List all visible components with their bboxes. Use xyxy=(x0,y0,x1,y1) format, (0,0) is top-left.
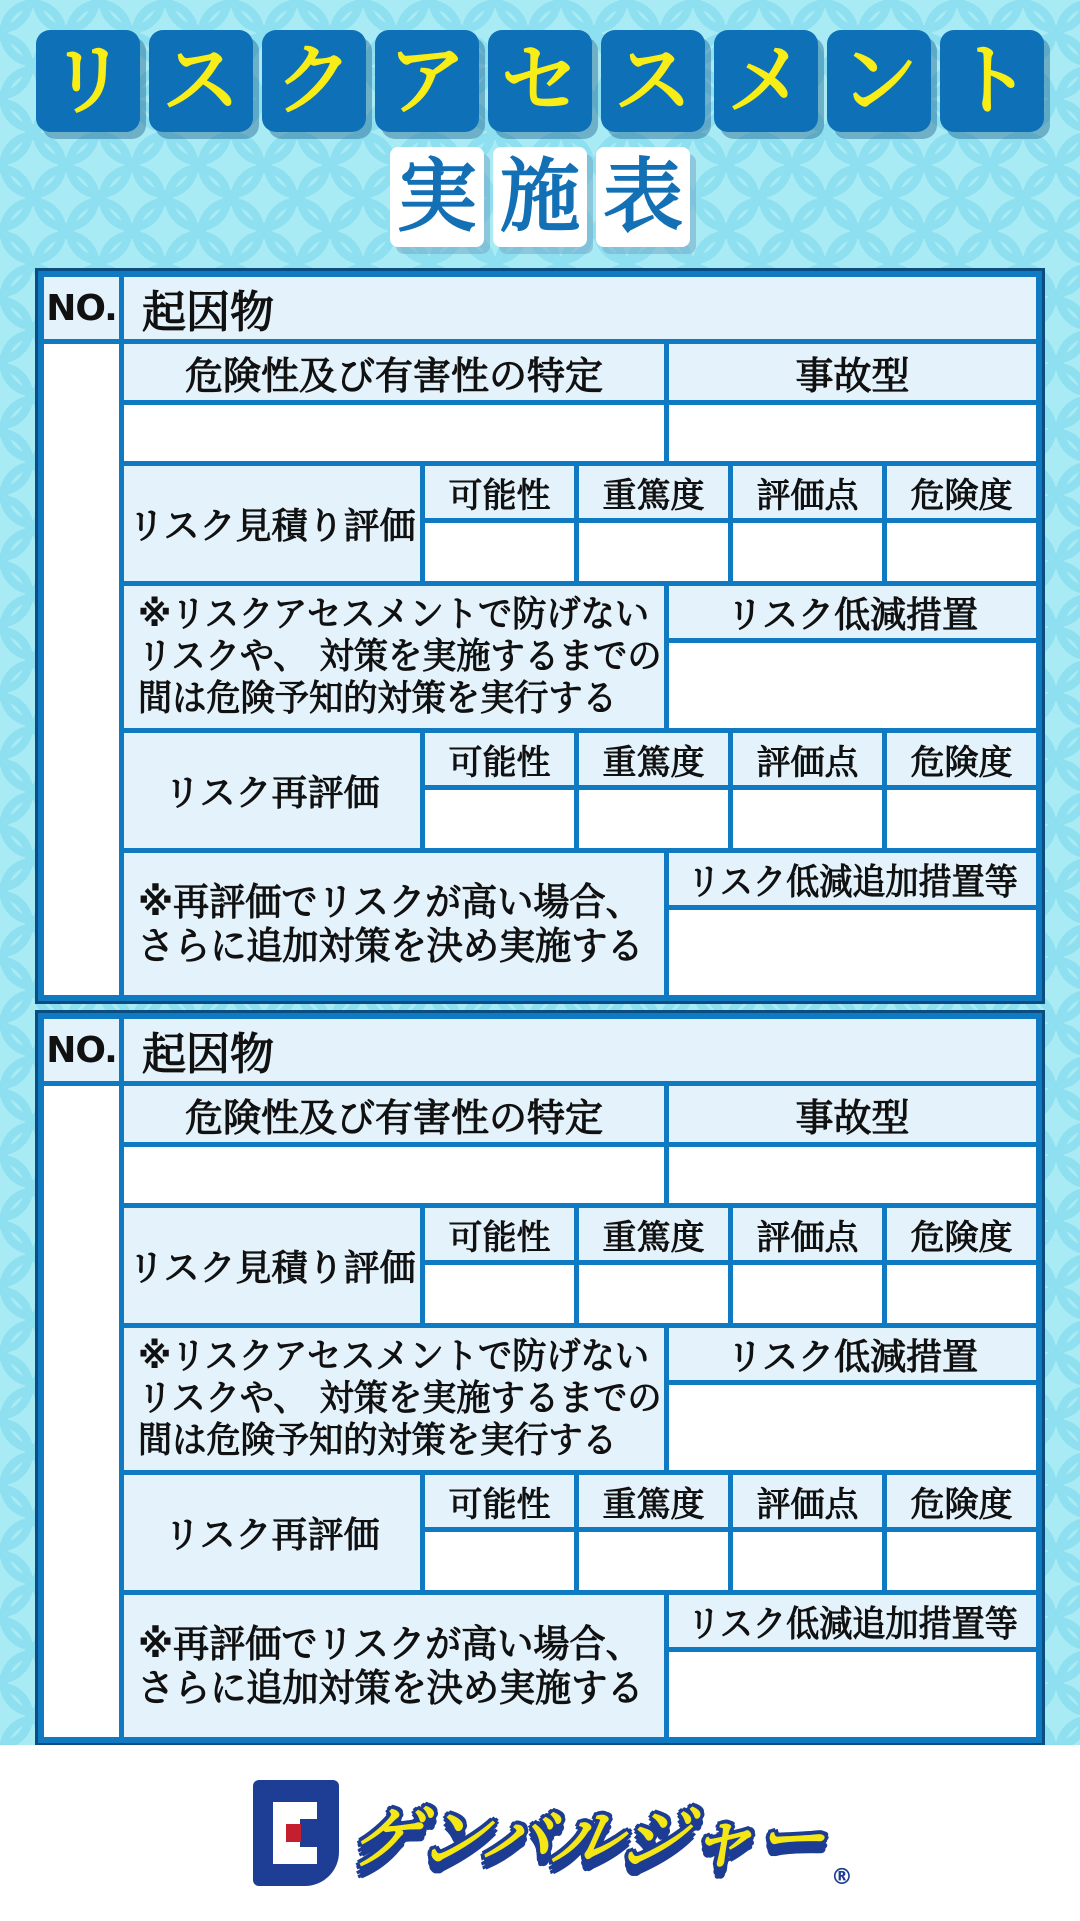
title-char: ア xyxy=(387,36,466,126)
title-char: ス xyxy=(613,36,692,126)
risk-level-header-cell: 危険度 xyxy=(887,1208,1036,1260)
reeval-note-cell xyxy=(124,853,664,995)
title-char: ス xyxy=(161,36,240,126)
evaluation-score-value-cell xyxy=(733,790,882,848)
additional-measures-block xyxy=(124,853,1036,995)
additional-measures-value-cell xyxy=(669,1652,1036,1737)
evaluation-score-value-cell xyxy=(733,1265,882,1323)
evaluation-score-value-cell xyxy=(733,1532,882,1590)
accident-type-value-cell xyxy=(669,405,1036,461)
title-char: セ xyxy=(500,36,579,126)
estimation-value-row xyxy=(425,523,1036,581)
brand-name: ゲンバルジャー xyxy=(345,1799,833,1879)
risk-reduction-block xyxy=(124,1328,1036,1470)
additional-measures-value-cell xyxy=(669,910,1036,995)
evaluation-score-header-cell: 評価点 xyxy=(733,733,882,785)
no-value-cell xyxy=(44,1086,119,1737)
table-body xyxy=(44,344,1036,995)
table-main xyxy=(124,1086,1036,1737)
g-mark-icon xyxy=(253,1780,339,1886)
footer xyxy=(0,1745,1080,1921)
severity-value-cell xyxy=(579,790,728,848)
risk-estimation-columns xyxy=(425,1208,1036,1323)
severity-header-cell: 重篤度 xyxy=(579,1208,728,1260)
hazard-identification-header-cell: 危険性及び有害性の特定 xyxy=(124,344,664,400)
subtitle-char: 施 xyxy=(500,150,580,243)
severity-header-cell: 重篤度 xyxy=(579,1475,728,1527)
risk-reevaluation-label-cell: リスク再評価 xyxy=(124,733,420,848)
title-char: ト xyxy=(952,36,1031,126)
additional-measures-block xyxy=(124,1595,1036,1737)
risk-reevaluation-label-cell: リスク再評価 xyxy=(124,1475,420,1590)
risk-reduction-value-cell xyxy=(669,1385,1036,1470)
risk-level-value-cell xyxy=(887,790,1036,848)
title-char: メ xyxy=(726,36,805,126)
title-char: ク xyxy=(274,36,353,126)
risk-level-value-cell xyxy=(887,523,1036,581)
title-char: リ xyxy=(48,36,127,126)
additional-measures-header-text: リスク低減追加措置等 xyxy=(687,861,1018,903)
additional-measures-column xyxy=(669,853,1036,995)
estimation-header-row xyxy=(425,1208,1036,1260)
table-main xyxy=(124,344,1036,995)
risk-reduction-column xyxy=(669,1328,1036,1470)
subtitle-char-tile xyxy=(493,147,587,247)
estimation-value-row xyxy=(425,1265,1036,1323)
hazard-header-row xyxy=(124,1086,1036,1142)
risk-estimation-block xyxy=(124,1208,1036,1323)
risk-reevaluation-block xyxy=(124,1475,1036,1590)
severity-value-cell xyxy=(579,1532,728,1590)
no-header-cell: NO. xyxy=(44,1019,119,1081)
kyt-note-line: ※リスクアセスメントで防げない xyxy=(138,594,650,636)
risk-estimation-label-cell: リスク見積り評価 xyxy=(124,466,420,581)
g-mark-shape xyxy=(273,1847,317,1864)
registered-trademark-symbol: ® xyxy=(830,1865,853,1890)
g-mark-red-notch xyxy=(286,1824,301,1842)
reeval-note-line: さらに追加対策を決め実施する xyxy=(138,1666,644,1710)
estimation-header-row xyxy=(425,466,1036,518)
severity-header-cell: 重篤度 xyxy=(579,466,728,518)
title-char-tile xyxy=(714,30,818,132)
risk-reduction-header-cell: リスク低減措置 xyxy=(669,586,1036,638)
genbaruger-logo xyxy=(253,1780,853,1890)
possibility-header-cell: 可能性 xyxy=(425,1475,574,1527)
risk-estimation-block xyxy=(124,466,1036,581)
possibility-header-cell: 可能性 xyxy=(425,1208,574,1260)
kyt-note-line: ※リスクアセスメントで防げない xyxy=(138,1336,650,1378)
risk-level-header-cell: 危険度 xyxy=(887,1475,1036,1527)
page-title xyxy=(36,30,1044,132)
risk-level-header-cell: 危険度 xyxy=(887,466,1036,518)
risk-estimation-columns xyxy=(425,466,1036,581)
possibility-value-cell xyxy=(425,523,574,581)
table-body xyxy=(44,1086,1036,1737)
reevaluation-header-row xyxy=(425,733,1036,785)
possibility-value-cell xyxy=(425,1532,574,1590)
title-char-tile xyxy=(375,30,479,132)
title-char-tile xyxy=(36,30,140,132)
title-char-tile xyxy=(488,30,592,132)
kyt-note-line: リスクや、 対策を実施するまでの xyxy=(138,636,662,678)
possibility-value-cell xyxy=(425,790,574,848)
reeval-note-cell xyxy=(124,1595,664,1737)
title-char-tile xyxy=(940,30,1044,132)
title-char: ン xyxy=(839,36,918,126)
hazard-identification-value-cell xyxy=(124,405,664,461)
additional-measures-header-text: リスク低減追加措置等 xyxy=(687,1603,1018,1645)
reeval-note-line: さらに追加対策を決め実施する xyxy=(138,924,644,968)
reeval-note-line: ※再評価でリスクが高い場合、 xyxy=(138,879,642,924)
risk-reduction-value-cell xyxy=(669,643,1036,728)
no-value-cell xyxy=(44,344,119,995)
possibility-header-cell: 可能性 xyxy=(425,733,574,785)
subtitle-char-tile xyxy=(390,147,484,247)
risk-level-header-cell: 危険度 xyxy=(887,733,1036,785)
risk-reduction-column xyxy=(669,586,1036,728)
kyt-note-cell xyxy=(124,586,664,728)
subtitle-char: 表 xyxy=(603,150,683,243)
possibility-header-cell: 可能性 xyxy=(425,466,574,518)
severity-value-cell xyxy=(579,523,728,581)
kyt-note-cell xyxy=(124,1328,664,1470)
risk-reduction-block xyxy=(124,586,1036,728)
risk-assessment-table-2 xyxy=(38,1013,1042,1743)
hazard-value-row xyxy=(124,405,1036,461)
table-header-row xyxy=(44,277,1036,339)
reevaluation-value-row xyxy=(425,1532,1036,1590)
severity-header-cell: 重篤度 xyxy=(579,733,728,785)
additional-measures-header-cell xyxy=(669,1595,1036,1647)
evaluation-score-value-cell xyxy=(733,523,882,581)
additional-measures-header-cell xyxy=(669,853,1036,905)
reevaluation-header-row xyxy=(425,1475,1036,1527)
risk-reevaluation-block xyxy=(124,733,1036,848)
risk-level-value-cell xyxy=(887,1265,1036,1323)
evaluation-score-header-cell: 評価点 xyxy=(733,1208,882,1260)
possibility-value-cell xyxy=(425,1265,574,1323)
risk-reduction-header-cell: リスク低減措置 xyxy=(669,1328,1036,1380)
no-header-cell: NO. xyxy=(44,277,119,339)
kyt-note-line: 間は危険予知的対策を実行する xyxy=(138,1419,617,1461)
hazard-identification-header-cell: 危険性及び有害性の特定 xyxy=(124,1086,664,1142)
accident-type-value-cell xyxy=(669,1147,1036,1203)
risk-level-value-cell xyxy=(887,1532,1036,1590)
evaluation-score-header-cell: 評価点 xyxy=(733,1475,882,1527)
subtitle-char: 実 xyxy=(397,150,477,243)
risk-assessment-table-1 xyxy=(38,271,1042,1001)
risk-estimation-label-cell: リスク見積り評価 xyxy=(124,1208,420,1323)
hazard-identification-value-cell xyxy=(124,1147,664,1203)
additional-measures-column xyxy=(669,1595,1036,1737)
title-char-tile xyxy=(149,30,253,132)
accident-type-header-cell: 事故型 xyxy=(669,344,1036,400)
kyt-note-line: リスクや、 対策を実施するまでの xyxy=(138,1378,662,1420)
title-char-tile xyxy=(601,30,705,132)
page-subtitle xyxy=(390,147,690,247)
evaluation-score-header-cell: 評価点 xyxy=(733,466,882,518)
title-char-tile xyxy=(262,30,366,132)
table-header-row xyxy=(44,1019,1036,1081)
hazard-header-row xyxy=(124,344,1036,400)
hazard-value-row xyxy=(124,1147,1036,1203)
causative-agent-header-cell: 起因物 xyxy=(124,277,1036,339)
kyt-note-line: 間は危険予知的対策を実行する xyxy=(138,677,617,719)
risk-reevaluation-columns xyxy=(425,1475,1036,1590)
subtitle-char-tile xyxy=(596,147,690,247)
reeval-note-line: ※再評価でリスクが高い場合、 xyxy=(138,1621,642,1666)
severity-value-cell xyxy=(579,1265,728,1323)
risk-reevaluation-columns xyxy=(425,733,1036,848)
title-char-tile xyxy=(827,30,931,132)
causative-agent-header-cell: 起因物 xyxy=(124,1019,1036,1081)
reevaluation-value-row xyxy=(425,790,1036,848)
accident-type-header-cell: 事故型 xyxy=(669,1086,1036,1142)
